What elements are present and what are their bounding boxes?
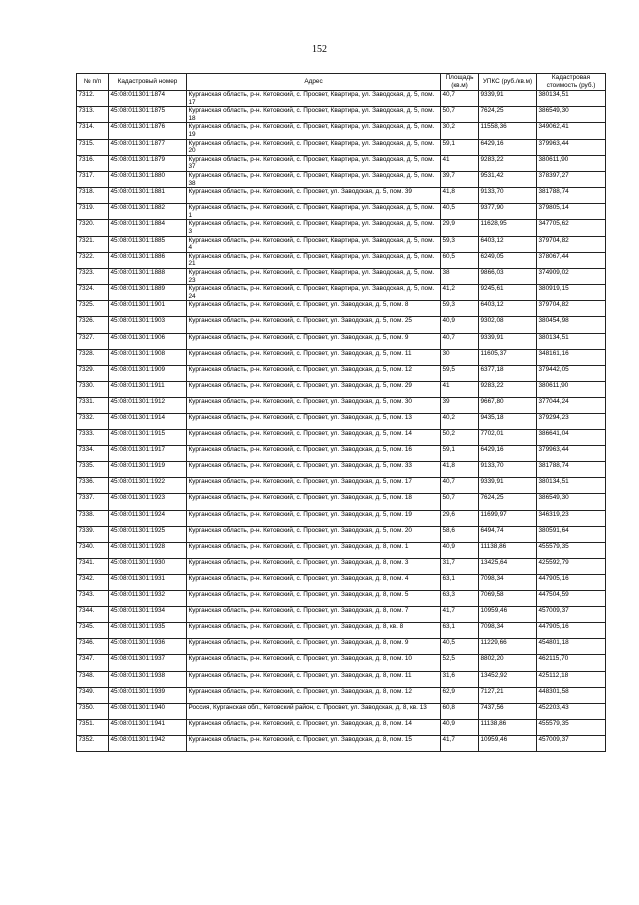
cell-area: 41,7 (441, 735, 479, 751)
cell-cadastral-number: 45:08:011301:1925 (109, 526, 187, 542)
cell-cadastral-cost: 386549,30 (537, 107, 606, 123)
table-row (77, 155, 606, 171)
cell-upks: 6429,16 (479, 446, 537, 462)
cell-area: 52,5 (441, 655, 479, 671)
cell-cadastral-cost: 379963,44 (537, 446, 606, 462)
cell-area: 50,7 (441, 494, 479, 510)
cell-area: 59,1 (441, 446, 479, 462)
cell-upks: 11558,36 (479, 123, 537, 139)
cell-address: Курганская область, р-н. Кетовский, с. Просвет, ул. Заводская, д. 5, пом. 39 (187, 188, 441, 204)
cell-upks: 10959,46 (479, 607, 537, 623)
table-row (77, 494, 606, 510)
cell-upks: 9377,90 (479, 204, 537, 220)
table-row (77, 236, 606, 252)
cell-cadastral-number: 45:08:011301:1938 (109, 671, 187, 687)
cell-area: 40,9 (441, 719, 479, 735)
cell-area: 29,9 (441, 220, 479, 236)
table-row (77, 349, 606, 365)
cell-cadastral-cost: 455579,35 (537, 542, 606, 558)
cell-area: 63,1 (441, 623, 479, 639)
cell-cadastral-number: 45:08:011301:1903 (109, 317, 187, 333)
cell-address: Курганская область, р-н. Кетовский, с. Просвет, ул. Заводская, д. 5, пом. 25 (187, 317, 441, 333)
cell-num: 7332. (77, 414, 109, 430)
cell-cadastral-cost: 379442,05 (537, 365, 606, 381)
cell-num: 7345. (77, 623, 109, 639)
cell-upks: 9531,42 (479, 171, 537, 187)
cell-upks: 6249,05 (479, 252, 537, 268)
cell-upks: 13425,64 (479, 558, 537, 574)
header-address: Адрес (187, 74, 441, 91)
cell-address: Курганская область, р-н. Кетовский, с. Просвет, ул. Заводская, д. 8, пом. 5 (187, 591, 441, 607)
cell-cadastral-cost: 380134,51 (537, 91, 606, 107)
cell-cadastral-number: 45:08:011301:1922 (109, 478, 187, 494)
cell-cadastral-cost: 349062,41 (537, 123, 606, 139)
cell-address: Курганская область, р-н. Кетовский, с. Просвет, ул. Заводская, д. 5, пом. 13 (187, 414, 441, 430)
table-row (77, 719, 606, 735)
cell-num: 7336. (77, 478, 109, 494)
cell-num: 7318. (77, 188, 109, 204)
cell-num: 7329. (77, 365, 109, 381)
cell-num: 7342. (77, 574, 109, 590)
cell-area: 59,3 (441, 301, 479, 317)
table-row (77, 91, 606, 107)
cell-upks: 7098,34 (479, 623, 537, 639)
cell-cadastral-number: 45:08:011301:1874 (109, 91, 187, 107)
cell-address: Курганская область, р-н. Кетовский, с. Просвет, ул. Заводская, д. 5, пом. 11 (187, 349, 441, 365)
cell-upks: 6377,18 (479, 365, 537, 381)
cell-cadastral-cost: 455579,35 (537, 719, 606, 735)
cell-cadastral-number: 45:08:011301:1886 (109, 252, 187, 268)
cell-num: 7338. (77, 510, 109, 526)
cell-area: 60,8 (441, 703, 479, 719)
cell-cadastral-cost: 380134,51 (537, 333, 606, 349)
cell-cadastral-number: 45:08:011301:1941 (109, 719, 187, 735)
cell-cadastral-cost: 462115,70 (537, 655, 606, 671)
cell-upks: 6403,12 (479, 301, 537, 317)
cell-upks: 9133,70 (479, 188, 537, 204)
cell-cadastral-cost: 452203,43 (537, 703, 606, 719)
cell-upks: 8802,20 (479, 655, 537, 671)
cell-upks: 11138,86 (479, 719, 537, 735)
table-row (77, 558, 606, 574)
cell-upks: 11699,97 (479, 510, 537, 526)
cell-num: 7312. (77, 91, 109, 107)
table-row (77, 574, 606, 590)
cell-num: 7340. (77, 542, 109, 558)
cell-num: 7315. (77, 139, 109, 155)
cell-cadastral-cost: 457009,37 (537, 607, 606, 623)
cell-upks: 7624,25 (479, 107, 537, 123)
table-row (77, 526, 606, 542)
cell-upks: 6403,12 (479, 236, 537, 252)
cell-upks: 7127,21 (479, 687, 537, 703)
cell-area: 41,8 (441, 462, 479, 478)
cell-cadastral-number: 45:08:011301:1882 (109, 204, 187, 220)
cell-address: Курганская область, р-н. Кетовский, с. Просвет, ул. Заводская, д. 8, пом. 4 (187, 574, 441, 590)
cell-address: Курганская область, р-н. Кетовский, с. Просвет, ул. Заводская, д. 8, пом. 1 (187, 542, 441, 558)
cell-cadastral-number: 45:08:011301:1879 (109, 155, 187, 171)
cell-area: 30 (441, 349, 479, 365)
cell-num: 7346. (77, 639, 109, 655)
cell-upks: 9339,91 (479, 333, 537, 349)
cell-upks: 9283,22 (479, 155, 537, 171)
cell-area: 60,5 (441, 252, 479, 268)
cell-num: 7334. (77, 446, 109, 462)
cell-cadastral-number: 45:08:011301:1936 (109, 639, 187, 655)
table-row (77, 188, 606, 204)
cell-num: 7333. (77, 430, 109, 446)
cell-area: 63,3 (441, 591, 479, 607)
cell-address: Курганская область, р-н. Кетовский, с. Просвет, ул. Заводская, д. 8, пом. 7 (187, 607, 441, 623)
cell-area: 59,5 (441, 365, 479, 381)
cell-cadastral-number: 45:08:011301:1932 (109, 591, 187, 607)
cell-area: 41 (441, 381, 479, 397)
cadastral-value-table (76, 73, 606, 752)
cell-num: 7322. (77, 252, 109, 268)
table-row (77, 446, 606, 462)
cell-num: 7337. (77, 494, 109, 510)
table-row (77, 478, 606, 494)
cell-area: 59,1 (441, 139, 479, 155)
table-row (77, 735, 606, 751)
cell-cadastral-number: 45:08:011301:1911 (109, 381, 187, 397)
cell-address: Курганская область, р-н. Кетовский, с. Просвет, ул. Заводская, д. 8, кв. 8 (187, 623, 441, 639)
table-row (77, 171, 606, 187)
header-num: № п/п (77, 74, 109, 91)
cell-address: Россия, Курганская обл., Кетовский район, с. Просвет, ул. Заводская, д. 8, кв. 13 (187, 703, 441, 719)
cell-cadastral-number: 45:08:011301:1939 (109, 687, 187, 703)
cell-address: Курганская область, р-н. Кетовский, с. Просвет, ул. Заводская, д. 8, пом. 12 (187, 687, 441, 703)
table-row (77, 703, 606, 719)
cell-num: 7314. (77, 123, 109, 139)
cell-cadastral-number: 45:08:011301:1877 (109, 139, 187, 155)
cell-cadastral-number: 45:08:011301:1876 (109, 123, 187, 139)
cell-cadastral-cost: 374909,02 (537, 268, 606, 284)
cell-area: 38 (441, 268, 479, 284)
cell-area: 40,9 (441, 542, 479, 558)
table-body (77, 91, 606, 752)
cell-area: 29,6 (441, 510, 479, 526)
cell-cadastral-number: 45:08:011301:1942 (109, 735, 187, 751)
cell-address: Курганская область, р-н. Кетовский, с. Просвет, ул. Заводская, д. 5, пом. 20 (187, 526, 441, 542)
table-row (77, 317, 606, 333)
cell-area: 41,2 (441, 285, 479, 301)
cell-address: Курганская область, р-н. Кетовский, с. Просвет, Квартира, ул. Заводская, д. 5, пом. 4 (187, 236, 441, 252)
cell-cadastral-cost: 379963,44 (537, 139, 606, 155)
cell-num: 7325. (77, 301, 109, 317)
table-header (77, 74, 606, 91)
table-row (77, 268, 606, 284)
table-row (77, 510, 606, 526)
cell-cadastral-cost: 448301,58 (537, 687, 606, 703)
cell-address: Курганская область, р-н. Кетовский, с. Просвет, ул. Заводская, д. 5, пом. 33 (187, 462, 441, 478)
cell-cadastral-cost: 379805,14 (537, 204, 606, 220)
cell-num: 7335. (77, 462, 109, 478)
cell-upks: 9283,22 (479, 381, 537, 397)
cell-address: Курганская область, р-н. Кетовский, с. Просвет, Квартира, ул. Заводская, д. 5, пом. 24 (187, 285, 441, 301)
cell-cadastral-number: 45:08:011301:1912 (109, 397, 187, 413)
cell-cadastral-cost: 380611,90 (537, 381, 606, 397)
cell-cadastral-number: 45:08:011301:1908 (109, 349, 187, 365)
table-row (77, 607, 606, 623)
cell-num: 7317. (77, 171, 109, 187)
cell-address: Курганская область, р-н. Кетовский, с. Просвет, ул. Заводская, д. 5, пом. 17 (187, 478, 441, 494)
cell-upks: 7702,01 (479, 430, 537, 446)
header-cadastral-cost: Кадастровая стоимость (руб.) (537, 74, 606, 91)
cell-cadastral-cost: 454801,18 (537, 639, 606, 655)
table-row (77, 542, 606, 558)
page-number: 152 (312, 44, 327, 55)
cell-address: Курганская область, р-н. Кетовский, с. Просвет, ул. Заводская, д. 8, пом. 14 (187, 719, 441, 735)
table-row (77, 462, 606, 478)
table-row (77, 365, 606, 381)
cell-cadastral-number: 45:08:011301:1919 (109, 462, 187, 478)
cell-cadastral-number: 45:08:011301:1937 (109, 655, 187, 671)
cell-cadastral-cost: 447905,16 (537, 623, 606, 639)
cell-cadastral-number: 45:08:011301:1889 (109, 285, 187, 301)
cell-upks: 7069,58 (479, 591, 537, 607)
cell-cadastral-cost: 348161,16 (537, 349, 606, 365)
table-row (77, 397, 606, 413)
cell-area: 40,2 (441, 414, 479, 430)
cell-upks: 9667,80 (479, 397, 537, 413)
cell-upks: 6494,74 (479, 526, 537, 542)
header-upks: УПКС (руб./кв.м) (479, 74, 537, 91)
cell-cadastral-cost: 425112,18 (537, 671, 606, 687)
cell-upks: 9245,61 (479, 285, 537, 301)
cell-num: 7319. (77, 204, 109, 220)
header-area: Площадь (кв.м) (441, 74, 479, 91)
cell-cadastral-cost: 346319,23 (537, 510, 606, 526)
table-row (77, 220, 606, 236)
table-row (77, 301, 606, 317)
cell-area: 41,7 (441, 607, 479, 623)
cell-num: 7313. (77, 107, 109, 123)
cell-cadastral-number: 45:08:011301:1880 (109, 171, 187, 187)
cell-upks: 7098,34 (479, 574, 537, 590)
cell-upks: 7437,56 (479, 703, 537, 719)
cell-upks: 13452,92 (479, 671, 537, 687)
cell-num: 7347. (77, 655, 109, 671)
cell-cadastral-cost: 380591,64 (537, 526, 606, 542)
cell-area: 62,9 (441, 687, 479, 703)
cell-num: 7330. (77, 381, 109, 397)
cell-num: 7316. (77, 155, 109, 171)
cell-area: 39 (441, 397, 479, 413)
cell-address: Курганская область, р-н. Кетовский, с. Просвет, Квартира, ул. Заводская, д. 5, пом. 21 (187, 252, 441, 268)
cell-cadastral-cost: 380134,51 (537, 478, 606, 494)
cell-address: Курганская область, р-н. Кетовский, с. Просвет, ул. Заводская, д. 5, пом. 14 (187, 430, 441, 446)
cell-cadastral-cost: 386641,04 (537, 430, 606, 446)
cell-address: Курганская область, р-н. Кетовский, с. Просвет, Квартира, ул. Заводская, д. 5, пом. 19 (187, 123, 441, 139)
cell-cadastral-number: 45:08:011301:1924 (109, 510, 187, 526)
cell-upks: 7624,25 (479, 494, 537, 510)
cell-cadastral-number: 45:08:011301:1881 (109, 188, 187, 204)
cell-cadastral-number: 45:08:011301:1923 (109, 494, 187, 510)
cell-address: Курганская область, р-н. Кетовский, с. Просвет, Квартира, ул. Заводская, д. 5, пом. 37 (187, 155, 441, 171)
cell-num: 7328. (77, 349, 109, 365)
cell-address: Курганская область, р-н. Кетовский, с. Просвет, ул. Заводская, д. 5, пом. 16 (187, 446, 441, 462)
cell-address: Курганская область, р-н. Кетовский, с. Просвет, Квартира, ул. Заводская, д. 5, пом. 18 (187, 107, 441, 123)
cell-cadastral-number: 45:08:011301:1888 (109, 268, 187, 284)
cell-upks: 9435,18 (479, 414, 537, 430)
cell-num: 7341. (77, 558, 109, 574)
cell-cadastral-cost: 447905,16 (537, 574, 606, 590)
cell-address: Курганская область, р-н. Кетовский, с. Просвет, Квартира, ул. Заводская, д. 5, пом. 20 (187, 139, 441, 155)
cell-cadastral-cost: 378067,44 (537, 252, 606, 268)
cell-num: 7343. (77, 591, 109, 607)
cell-upks: 10959,46 (479, 735, 537, 751)
cell-cadastral-number: 45:08:011301:1928 (109, 542, 187, 558)
cell-cadastral-number: 45:08:011301:1935 (109, 623, 187, 639)
cell-area: 39,7 (441, 171, 479, 187)
table-row (77, 285, 606, 301)
cell-address: Курганская область, р-н. Кетовский, с. Просвет, ул. Заводская, д. 5, пом. 29 (187, 381, 441, 397)
cell-cadastral-number: 45:08:011301:1914 (109, 414, 187, 430)
cell-num: 7326. (77, 317, 109, 333)
cell-upks: 9866,03 (479, 268, 537, 284)
table-row (77, 252, 606, 268)
cell-cadastral-cost: 381788,74 (537, 188, 606, 204)
cell-area: 41,8 (441, 188, 479, 204)
cell-cadastral-number: 45:08:011301:1906 (109, 333, 187, 349)
cell-upks: 9133,70 (479, 462, 537, 478)
table-row (77, 333, 606, 349)
cell-address: Курганская область, р-н. Кетовский, с. Просвет, ул. Заводская, д. 5, пом. 12 (187, 365, 441, 381)
cell-cadastral-number: 45:08:011301:1909 (109, 365, 187, 381)
cell-upks: 9302,08 (479, 317, 537, 333)
cell-num: 7350. (77, 703, 109, 719)
cell-address: Курганская область, р-н. Кетовский, с. Просвет, ул. Заводская, д. 5, пом. 30 (187, 397, 441, 413)
table-row (77, 430, 606, 446)
header-row (77, 74, 606, 91)
cell-cadastral-number: 45:08:011301:1940 (109, 703, 187, 719)
cell-upks: 11229,66 (479, 639, 537, 655)
cell-cadastral-cost: 386549,30 (537, 494, 606, 510)
table-row (77, 204, 606, 220)
cell-area: 40,5 (441, 639, 479, 655)
cell-area: 40,7 (441, 333, 479, 349)
cell-cadastral-cost: 425592,79 (537, 558, 606, 574)
cell-cadastral-cost: 377044,24 (537, 397, 606, 413)
cell-address: Курганская область, р-н. Кетовский, с. Просвет, Квартира, ул. Заводская, д. 5, пом. 23 (187, 268, 441, 284)
cell-area: 40,9 (441, 317, 479, 333)
cell-cadastral-number: 45:08:011301:1930 (109, 558, 187, 574)
cell-address: Курганская область, р-н. Кетовский, с. Просвет, ул. Заводская, д. 8, пом. 3 (187, 558, 441, 574)
cell-cadastral-number: 45:08:011301:1875 (109, 107, 187, 123)
cell-cadastral-number: 45:08:011301:1901 (109, 301, 187, 317)
table-row (77, 107, 606, 123)
cell-area: 50,2 (441, 430, 479, 446)
cell-area: 40,7 (441, 478, 479, 494)
cell-area: 58,6 (441, 526, 479, 542)
cell-num: 7349. (77, 687, 109, 703)
cell-num: 7327. (77, 333, 109, 349)
cell-upks: 6429,16 (479, 139, 537, 155)
cell-address: Курганская область, р-н. Кетовский, с. Просвет, ул. Заводская, д. 5, пом. 9 (187, 333, 441, 349)
cell-num: 7331. (77, 397, 109, 413)
table-row (77, 623, 606, 639)
cell-area: 40,5 (441, 204, 479, 220)
cell-num: 7323. (77, 268, 109, 284)
cell-num: 7320. (77, 220, 109, 236)
table-row (77, 591, 606, 607)
cell-cadastral-cost: 457009,37 (537, 735, 606, 751)
cell-cadastral-number: 45:08:011301:1884 (109, 220, 187, 236)
table-row (77, 687, 606, 703)
cell-cadastral-cost: 380611,90 (537, 155, 606, 171)
cell-area: 31,7 (441, 558, 479, 574)
cell-address: Курганская область, р-н. Кетовский, с. Просвет, ул. Заводская, д. 5, пом. 19 (187, 510, 441, 526)
cell-address: Курганская область, р-н. Кетовский, с. Просвет, ул. Заводская, д. 8, пом. 11 (187, 671, 441, 687)
cell-cadastral-number: 45:08:011301:1934 (109, 607, 187, 623)
cell-cadastral-cost: 379704,82 (537, 236, 606, 252)
cell-address: Курганская область, р-н. Кетовский, с. Просвет, ул. Заводская, д. 8, пом. 9 (187, 639, 441, 655)
cell-num: 7339. (77, 526, 109, 542)
cell-cadastral-cost: 380919,15 (537, 285, 606, 301)
cell-cadastral-cost: 378397,27 (537, 171, 606, 187)
cell-area: 40,7 (441, 91, 479, 107)
cell-address: Курганская область, р-н. Кетовский, с. Просвет, ул. Заводская, д. 8, пом. 10 (187, 655, 441, 671)
table-row (77, 639, 606, 655)
table-row (77, 123, 606, 139)
cell-area: 31,6 (441, 671, 479, 687)
cell-area: 41 (441, 155, 479, 171)
cell-cadastral-cost: 379704,82 (537, 301, 606, 317)
header-cadastral-number: Кадастровый номер (109, 74, 187, 91)
cell-num: 7324. (77, 285, 109, 301)
cell-num: 7352. (77, 735, 109, 751)
cell-num: 7321. (77, 236, 109, 252)
cell-address: Курганская область, р-н. Кетовский, с. Просвет, Квартира, ул. Заводская, д. 5, пом. 1 (187, 204, 441, 220)
cell-address: Курганская область, р-н. Кетовский, с. Просвет, ул. Заводская, д. 5, пом. 18 (187, 494, 441, 510)
table-row (77, 381, 606, 397)
cell-address: Курганская область, р-н. Кетовский, с. Просвет, Квартира, ул. Заводская, д. 5, пом. 17 (187, 91, 441, 107)
cell-num: 7344. (77, 607, 109, 623)
cell-cadastral-number: 45:08:011301:1917 (109, 446, 187, 462)
cell-address: Курганская область, р-н. Кетовский, с. Просвет, Квартира, ул. Заводская, д. 5, пом. 3 (187, 220, 441, 236)
cell-cadastral-cost: 347705,62 (537, 220, 606, 236)
table-row (77, 655, 606, 671)
cell-address: Курганская область, р-н. Кетовский, с. Просвет, ул. Заводская, д. 5, пом. 8 (187, 301, 441, 317)
cell-num: 7351. (77, 719, 109, 735)
cell-address: Курганская область, р-н. Кетовский, с. Просвет, Квартира, ул. Заводская, д. 5, пом. 38 (187, 171, 441, 187)
cell-area: 50,7 (441, 107, 479, 123)
cell-cadastral-cost: 380454,98 (537, 317, 606, 333)
cell-upks: 11138,86 (479, 542, 537, 558)
cell-area: 59,3 (441, 236, 479, 252)
cell-upks: 11605,37 (479, 349, 537, 365)
cell-upks: 11628,95 (479, 220, 537, 236)
cell-cadastral-cost: 379294,23 (537, 414, 606, 430)
cell-address: Курганская область, р-н. Кетовский, с. Просвет, ул. Заводская, д. 8, пом. 15 (187, 735, 441, 751)
cell-cadastral-number: 45:08:011301:1885 (109, 236, 187, 252)
cell-num: 7348. (77, 671, 109, 687)
cell-upks: 9339,91 (479, 91, 537, 107)
cell-area: 63,1 (441, 574, 479, 590)
cell-upks: 9339,91 (479, 478, 537, 494)
cell-area: 30,2 (441, 123, 479, 139)
cell-cadastral-number: 45:08:011301:1915 (109, 430, 187, 446)
table-row (77, 139, 606, 155)
table-row (77, 414, 606, 430)
cell-cadastral-cost: 447504,59 (537, 591, 606, 607)
cell-cadastral-number: 45:08:011301:1931 (109, 574, 187, 590)
table-row (77, 671, 606, 687)
cell-cadastral-cost: 381788,74 (537, 462, 606, 478)
